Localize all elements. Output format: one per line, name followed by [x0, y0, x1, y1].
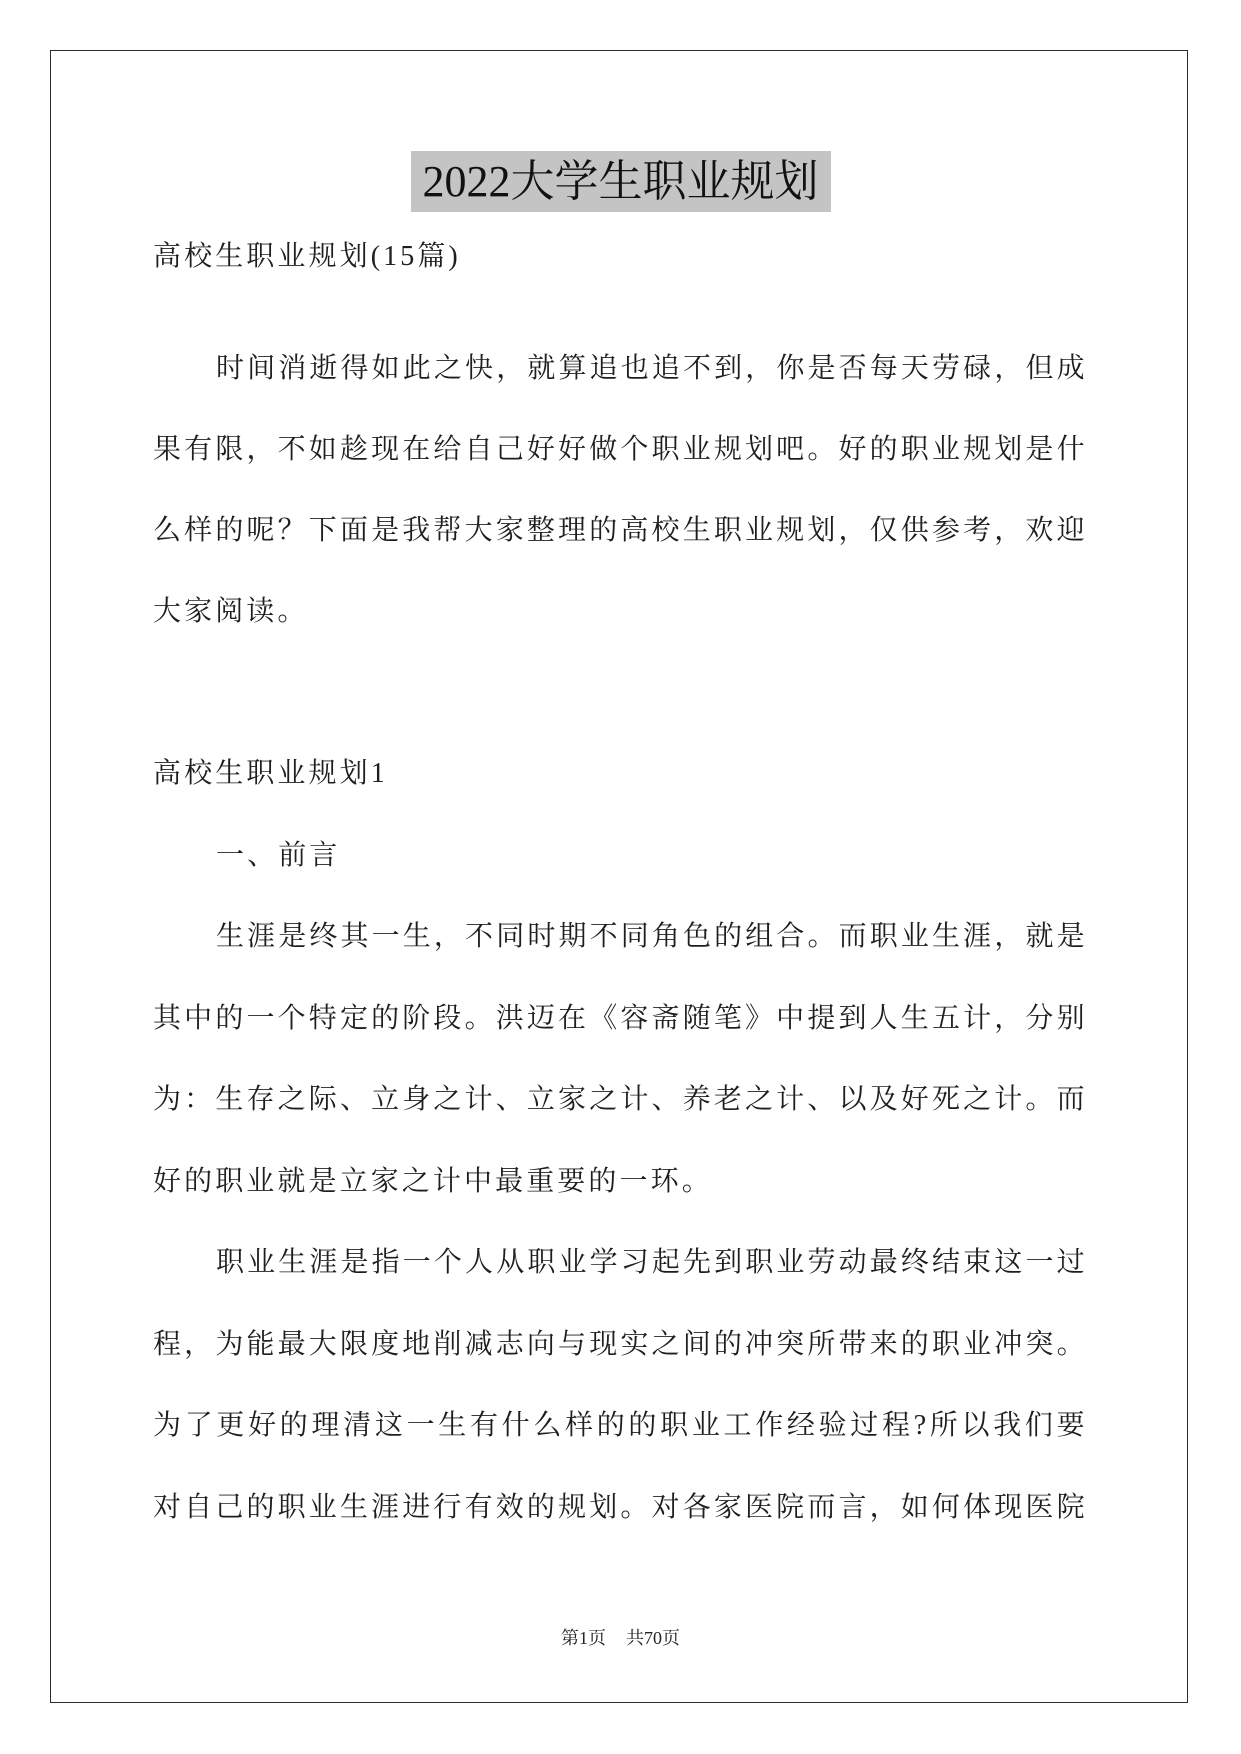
paragraph	[153, 896, 1087, 1222]
total-pages: 共70页	[626, 1628, 680, 1648]
section-heading: 高校生职业规划1	[153, 758, 388, 789]
paragraph-line: 果有限，不如趁现在给自己好好做个职业规划吧。好的职业规划是什	[153, 434, 1087, 465]
paragraph-line: 为：生存之际、立身之计、立家之计、养老之计、以及好死之计。而	[153, 1084, 1087, 1115]
paragraph-line: 其中的一个特定的阶段。洪迈在《容斋随笔》中提到人生五计，分别	[153, 1002, 1087, 1034]
intro-paragraph	[153, 328, 1087, 652]
section-1	[153, 733, 1087, 1548]
paragraph-line: 大家阅读。	[153, 596, 309, 627]
page-number: 第1页	[561, 1628, 606, 1648]
paragraph-line: 时间消逝得如此之快，就算追也追不到，你是否每天劳碌，但成	[216, 353, 1087, 384]
paragraph-line: 职业生涯是指一个人从职业学习起先到职业劳动最终结束这一过	[216, 1247, 1087, 1278]
paragraph-line: 对自己的职业生涯进行有效的规划。对各家医院而言，如何体现医院	[153, 1491, 1087, 1523]
title-row	[0, 151, 1241, 212]
paragraph-line: 生涯是终其一生，不同时期不同角色的组合。而职业生涯，就是	[216, 921, 1087, 952]
paragraph-line: 为了更好的理清这一生有什么样的的职业工作经验过程?所以我们要	[153, 1410, 1087, 1441]
document-subtitle: 高校生职业规划(15篇)	[153, 241, 461, 272]
page-footer	[0, 1626, 1241, 1650]
subtitle-block	[153, 216, 1087, 297]
paragraph-line: 好的职业就是立家之计中最重要的一环。	[153, 1165, 713, 1197]
subsection-heading: 一、前言	[216, 839, 341, 871]
paragraph	[153, 1222, 1087, 1548]
paragraph-line: 程，为能最大限度地削减志向与现实之间的冲突所带来的职业冲突。	[153, 1328, 1087, 1360]
paragraph-line: 么样的呢？下面是我帮大家整理的高校生职业规划，仅供参考，欢迎	[153, 515, 1087, 546]
document-title: 2022大学生职业规划	[411, 151, 831, 212]
